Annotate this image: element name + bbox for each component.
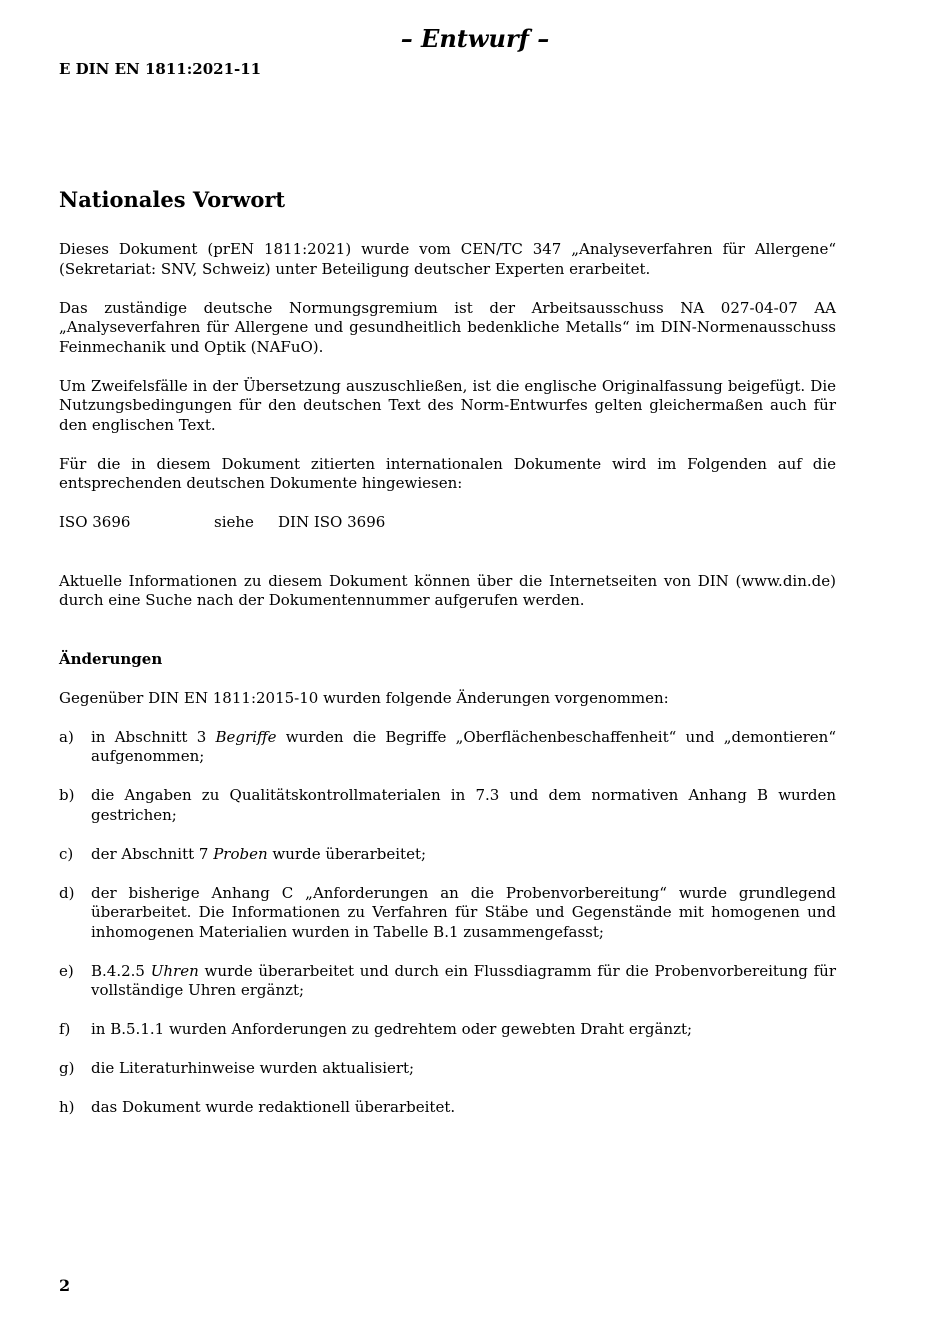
list-item-emphasis: Begriffe xyxy=(215,727,277,746)
list-item-text xyxy=(91,845,836,865)
list-item xyxy=(59,1059,836,1079)
changes-list xyxy=(59,728,836,1118)
reference-row xyxy=(59,513,836,533)
info-paragraph: Aktuelle Informationen zu diesem Dokument können über die Internetseiten von DIN (www.din.de) durch eine Suche nach der Dokumentennummer aufgerufen werden. xyxy=(59,571,836,609)
list-item-label: h) xyxy=(59,1098,75,1116)
page-number: 2 xyxy=(59,1276,71,1295)
list-item-emphasis: Proben xyxy=(213,844,268,863)
list-item-text xyxy=(91,884,836,943)
list-item-emphasis: Uhren xyxy=(150,961,199,980)
changes-intro: Gegenüber DIN EN 1811:2015-10 wurden folgende Änderungen vorgenommen: xyxy=(59,688,669,707)
list-item-text-part: B.4.2.5 xyxy=(91,961,151,980)
foreword-paragraph: Um Zweifelsfälle in der Übersetzung auszuschließen, ist die englische Originalfassung beigefügt. Die Nutzungsbedingungen für den deutschen Text des Norm-Entwurfes gelten gleichermaßen auch für den englischen Text. xyxy=(59,376,836,434)
list-item xyxy=(59,786,836,825)
list-item-text xyxy=(91,728,836,767)
list-item-text xyxy=(91,1059,836,1079)
list-item-text-part: die Angaben zu Qualitätskontrollmaterialen in 7.3 und dem normativen Anhang B wurden gestrichen; xyxy=(91,786,836,824)
foreword-paragraph: Das zuständige deutsche Normungsgremium ist der Arbeitsausschuss NA 027-04-07 AA „Analyseverfahren für Allergene und gesundheitlich bedenkliche Metalls“ im DIN-Normenausschuss Feinmechanik und Optik (NAFuO). xyxy=(59,298,836,356)
list-item-label: d) xyxy=(59,883,75,902)
list-item-label: f) xyxy=(59,1020,71,1038)
list-item-text-part: in Abschnitt 3 xyxy=(91,727,216,746)
document-id: E DIN EN 1811:2021-11 xyxy=(59,60,262,78)
foreword-paragraph: Dieses Dokument (prEN 1811:2021) wurde vom CEN/TC 347 „Analyseverfahren für Allergene“ (Sekretariat: SNV, Schweiz) unter Beteiligung deutscher Experten erarbeitet. xyxy=(59,240,836,278)
list-item-text-part: der bisherige Anhang C „Anforderungen an die Probenvorbereitung“ wurde grundlegend überarbeitet. Die Informationen zu Verfahren für Stäbe und Gegenstände mit homogenen und inhomogenen Materialien wurden in Tabelle B.1 zusammengefasst; xyxy=(91,883,836,941)
list-item-label: g) xyxy=(59,1059,75,1077)
list-item-text xyxy=(91,786,836,825)
list-item-text xyxy=(91,1098,836,1118)
foreword-paragraph: Für die in diesem Dokument zitierten internationalen Dokumente wird im Folgenden auf die entsprechenden deutschen Dokumente hingewiesen: xyxy=(59,454,836,492)
list-item xyxy=(59,1020,836,1040)
list-item xyxy=(59,1098,836,1118)
list-item xyxy=(59,728,836,767)
draft-mark: – Entwurf – xyxy=(400,24,550,53)
list-item-label: e) xyxy=(59,961,74,980)
reference-see: siehe xyxy=(214,513,254,531)
list-item xyxy=(59,884,836,943)
list-item-text-part: wurden die Begriffe „Oberflächenbeschaffenheit“ und „demontieren“ aufgenommen; xyxy=(91,727,836,765)
list-item xyxy=(59,962,836,1001)
list-item-text-part: die Literaturhinweise wurden aktualisiert; xyxy=(91,1059,415,1077)
list-item-text-part: in B.5.1.1 wurden Anforderungen zu gedrehtem oder gewebten Draht ergänzt; xyxy=(91,1020,693,1038)
list-item-text-part: wurde überarbeitet und durch ein Flussdiagramm für die Probenvorbereitung für vollständige Uhren ergänzt; xyxy=(91,961,836,999)
changes-heading: Änderungen xyxy=(59,649,163,668)
list-item-label: b) xyxy=(59,786,75,804)
list-item xyxy=(59,845,836,865)
list-item-text xyxy=(91,1020,836,1040)
reference-national: DIN ISO 3696 xyxy=(278,513,386,531)
list-item-text-part: der Abschnitt 7 xyxy=(91,844,214,863)
list-item-text-part: das Dokument wurde redaktionell überarbeitet. xyxy=(91,1098,456,1116)
reference-international: ISO 3696 xyxy=(59,513,131,531)
page-content xyxy=(59,186,836,1137)
foreword-title: Nationales Vorwort xyxy=(59,187,286,212)
list-item-label: c) xyxy=(59,844,74,863)
list-item-label: a) xyxy=(59,727,74,746)
list-item-text xyxy=(91,962,836,1001)
list-item-text-part: wurde überarbeitet; xyxy=(267,844,427,863)
